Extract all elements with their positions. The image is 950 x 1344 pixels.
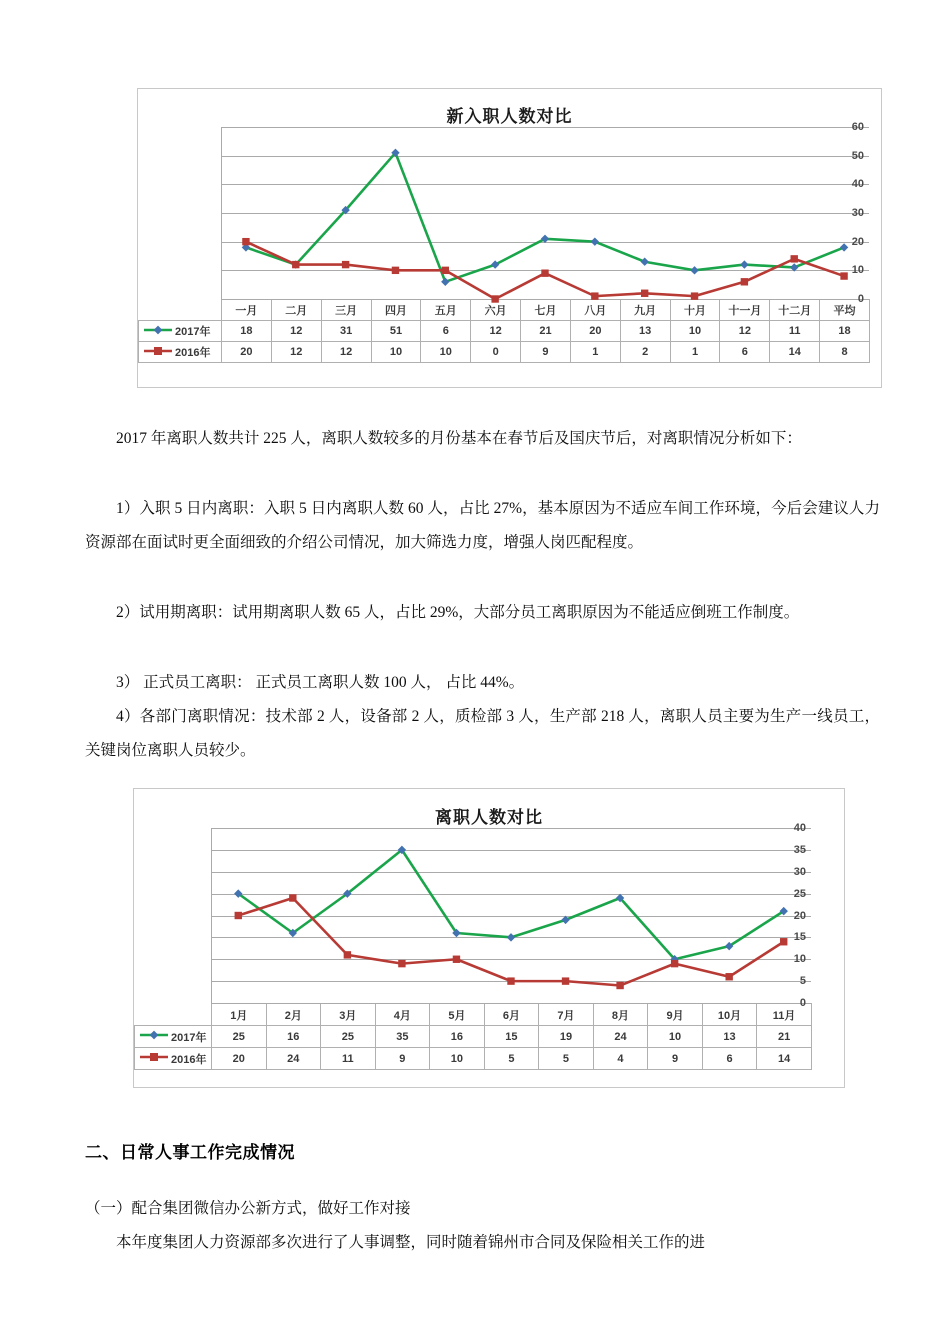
- table-cell: 13: [702, 1026, 757, 1048]
- table-column-header: 5月: [430, 1004, 485, 1026]
- table-cell: 16: [430, 1026, 485, 1048]
- table-cell: 6: [421, 321, 471, 342]
- table-row: [135, 1026, 812, 1048]
- table-cell: 15: [484, 1026, 539, 1048]
- y-axis-tick-label: 10: [851, 264, 864, 277]
- table-column-header: 二月: [271, 300, 321, 321]
- paragraph-department-resignation: 4）各部门离职情况：技术部 2 人，设备部 2 人，质检部 3 人，生产部 218 人，离职人员主要为生产一线员工，关键岗位离职人员较少。: [85, 708, 880, 759]
- data-point-marker: [690, 266, 698, 274]
- table-cell: 11: [321, 1048, 376, 1070]
- table-cell: 0: [471, 342, 521, 363]
- chart-data-table: [134, 1003, 812, 1070]
- chart-resignations-data-table: [134, 1003, 844, 1070]
- table-cell: 20: [570, 321, 620, 342]
- table-column-header: 10月: [702, 1004, 757, 1026]
- table-cell: 5: [539, 1048, 594, 1070]
- y-axis-tick-label: 40: [793, 822, 806, 834]
- table-column-header: 9月: [648, 1004, 703, 1026]
- table-column-header: 一月: [222, 300, 272, 321]
- table-column-header: 十二月: [770, 300, 820, 321]
- table-cell: 1: [570, 342, 620, 363]
- table-column-header: 7月: [539, 1004, 594, 1026]
- paragraph-probation-resignation: 2）试用期离职：试用期离职人数 65 人，占比 29%，大部分员工离职原因为不能适应倒班工作制度。: [116, 604, 800, 621]
- data-point-marker: [541, 270, 548, 277]
- data-point-marker: [790, 263, 798, 271]
- table-cell: 10: [430, 1048, 485, 1070]
- table-cell: 51: [371, 321, 421, 342]
- table-cell: 5: [484, 1048, 539, 1070]
- paragraph-closing: 本年度集团人力资源部多次进行了人事调整，同时随着锦州市合同及保险相关工作的进: [116, 1234, 706, 1251]
- table-cell: 19: [539, 1026, 594, 1048]
- y-axis-tick-label: 50: [851, 149, 864, 162]
- table-column-header: 2月: [266, 1004, 321, 1026]
- table-cell: 2: [620, 342, 670, 363]
- data-point-marker: [691, 292, 698, 299]
- chart-new-hires-title: 新入职人数对比: [446, 107, 573, 126]
- chart-resignations-plot: [134, 822, 844, 1009]
- table-cell: 11: [770, 321, 820, 342]
- legend-label: 2017年: [171, 1031, 207, 1044]
- table-cell: 21: [521, 321, 571, 342]
- table-column-header: 十月: [670, 300, 720, 321]
- data-point-marker: [235, 912, 242, 919]
- table-column-header: 八月: [570, 300, 620, 321]
- y-axis-tick-label: 10: [793, 953, 806, 966]
- y-axis-tick-label: 30: [793, 865, 806, 878]
- data-point-marker: [344, 951, 351, 958]
- chart-new-hires-plot: [138, 121, 881, 305]
- table-cell: 35: [375, 1026, 430, 1048]
- table-column-header: 4月: [375, 1004, 430, 1026]
- table-cell: 13: [620, 321, 670, 342]
- y-axis-tick-label: 25: [793, 887, 806, 900]
- data-point-marker: [561, 916, 569, 924]
- data-point-marker: [740, 260, 748, 268]
- table-column-header: 四月: [371, 300, 421, 321]
- table-cell: 12: [271, 342, 321, 363]
- table-cell: 9: [375, 1048, 430, 1070]
- table-row: [139, 342, 870, 363]
- data-point-marker: [242, 238, 249, 245]
- table-row: [139, 321, 870, 342]
- chart-series-svg: [159, 828, 811, 1009]
- y-axis-tick-label: 60: [851, 121, 864, 133]
- data-point-marker: [442, 267, 449, 274]
- legend-label: 2017年: [175, 326, 211, 338]
- data-point-marker: [507, 977, 514, 984]
- paragraph-fulltime-resignation: 3） 正式员工离职： 正式员工离职人数 100 人， 占比 44%。: [116, 674, 525, 691]
- table-column-header: 8月: [593, 1004, 648, 1026]
- table-cell: 20: [212, 1048, 267, 1070]
- subsection-heading-wechat-office: （一）配合集团微信办公新方式，做好工作对接: [85, 1200, 411, 1217]
- table-cell: 12: [720, 321, 770, 342]
- legend-cell-2016年: [135, 1048, 212, 1070]
- table-cell: 9: [521, 342, 571, 363]
- table-column-header: 三月: [321, 300, 371, 321]
- data-point-marker: [671, 960, 678, 967]
- table-cell: 31: [321, 321, 371, 342]
- y-axis-tick-label: 15: [793, 931, 806, 944]
- table-cell: 25: [321, 1026, 376, 1048]
- y-axis-tick-label: 20: [851, 235, 864, 248]
- data-point-marker: [398, 960, 405, 967]
- table-cell: 14: [770, 342, 820, 363]
- y-axis-tick-label: 40: [851, 178, 864, 191]
- series-line-2016年: [238, 898, 783, 986]
- legend-square-marker-icon: [139, 1051, 169, 1066]
- y-axis-tick-label: 0: [857, 293, 864, 305]
- chart-new-hires-data-table: [138, 299, 881, 363]
- table-column-header: 九月: [620, 300, 670, 321]
- table-cell: 18: [222, 321, 272, 342]
- paragraph-5day-resignation: 1）入职 5 日内离职：入职 5 日内离职人数 60 人，占比 27%，基本原因为不适应车间工作环境，今后会建议人力资源部在面试时更全面细致的介绍公司情况，加大筛选力度，增强人岗匹配程度。: [85, 500, 880, 551]
- legend-label: 2016年: [175, 347, 211, 359]
- chart-new-hires: [137, 88, 882, 388]
- table-cell: 14: [757, 1048, 812, 1070]
- table-cell: 18: [820, 321, 870, 342]
- data-point-marker: [591, 237, 599, 245]
- legend-square-marker-icon: [143, 345, 173, 360]
- table-cell: 25: [212, 1026, 267, 1048]
- data-point-marker: [725, 973, 732, 980]
- table-cell: 24: [266, 1048, 321, 1070]
- table-column-header: 平均: [820, 300, 870, 321]
- data-point-marker: [840, 243, 848, 251]
- data-point-marker: [791, 255, 798, 262]
- table-column-header: 十一月: [720, 300, 770, 321]
- data-point-marker: [289, 894, 296, 901]
- legend-cell-2016年: [139, 342, 222, 363]
- data-point-marker: [392, 267, 399, 274]
- data-point-marker: [616, 982, 623, 989]
- table-cell: 12: [271, 321, 321, 342]
- table-cell: 8: [820, 342, 870, 363]
- y-axis-tick-label: 35: [793, 843, 806, 856]
- table-cell: 10: [421, 342, 471, 363]
- data-point-marker: [292, 261, 299, 268]
- data-point-marker: [591, 292, 598, 299]
- chart-resignations-title: 离职人数对比: [435, 808, 543, 827]
- data-point-marker: [641, 290, 648, 297]
- y-axis-tick-label: 20: [793, 909, 806, 922]
- chart-resignations: [133, 788, 845, 1088]
- table-cell: 1: [670, 342, 720, 363]
- table-cell: 12: [321, 342, 371, 363]
- table-row: [135, 1048, 812, 1070]
- table-cell: 10: [670, 321, 720, 342]
- section-heading-daily-hr-work: 二、日常人事工作完成情况: [85, 1143, 295, 1162]
- table-cell: 4: [593, 1048, 648, 1070]
- table-cell: 16: [266, 1026, 321, 1048]
- table-cell: 10: [371, 342, 421, 363]
- table-column-header: 11月: [757, 1004, 812, 1026]
- data-point-marker: [840, 272, 847, 279]
- legend-cell-2017年: [135, 1026, 212, 1048]
- table-cell: 6: [720, 342, 770, 363]
- table-column-header: 1月: [212, 1004, 267, 1026]
- chart-data-table: [138, 299, 870, 363]
- table-column-header: 五月: [421, 300, 471, 321]
- table-cell: 10: [648, 1026, 703, 1048]
- table-column-header: 六月: [471, 300, 521, 321]
- chart-series-svg: [166, 127, 869, 305]
- y-axis-tick-label: 0: [799, 997, 806, 1009]
- data-point-marker: [491, 295, 498, 302]
- y-axis-tick-label: 30: [851, 207, 864, 219]
- legend-cell-2017年: [139, 321, 222, 342]
- data-point-marker: [741, 278, 748, 285]
- paragraph-resignation-summary: 2017 年离职人数共计 225 人，离职人数较多的月份基本在春节后及国庆节后，对离职情况分析如下：: [116, 430, 802, 447]
- table-cell: 6: [702, 1048, 757, 1070]
- data-point-marker: [562, 977, 569, 984]
- series-line-2017年: [246, 153, 844, 282]
- data-point-marker: [441, 278, 449, 286]
- data-point-marker: [507, 933, 515, 941]
- legend-label: 2016年: [171, 1053, 207, 1066]
- data-point-marker: [640, 258, 648, 266]
- table-cell: 21: [757, 1026, 812, 1048]
- table-cell: 20: [222, 342, 272, 363]
- table-column-header: 3月: [321, 1004, 376, 1026]
- table-column-header: 七月: [521, 300, 571, 321]
- table-cell: 24: [593, 1026, 648, 1048]
- data-point-marker: [453, 956, 460, 963]
- data-point-marker: [342, 261, 349, 268]
- data-point-marker: [780, 938, 787, 945]
- legend-diamond-marker-icon: [139, 1029, 169, 1044]
- table-column-header: 6月: [484, 1004, 539, 1026]
- table-cell: 9: [648, 1048, 703, 1070]
- y-axis-tick-label: 5: [799, 975, 806, 988]
- table-cell: 12: [471, 321, 521, 342]
- series-line-2017年: [238, 850, 783, 959]
- legend-diamond-marker-icon: [143, 324, 173, 339]
